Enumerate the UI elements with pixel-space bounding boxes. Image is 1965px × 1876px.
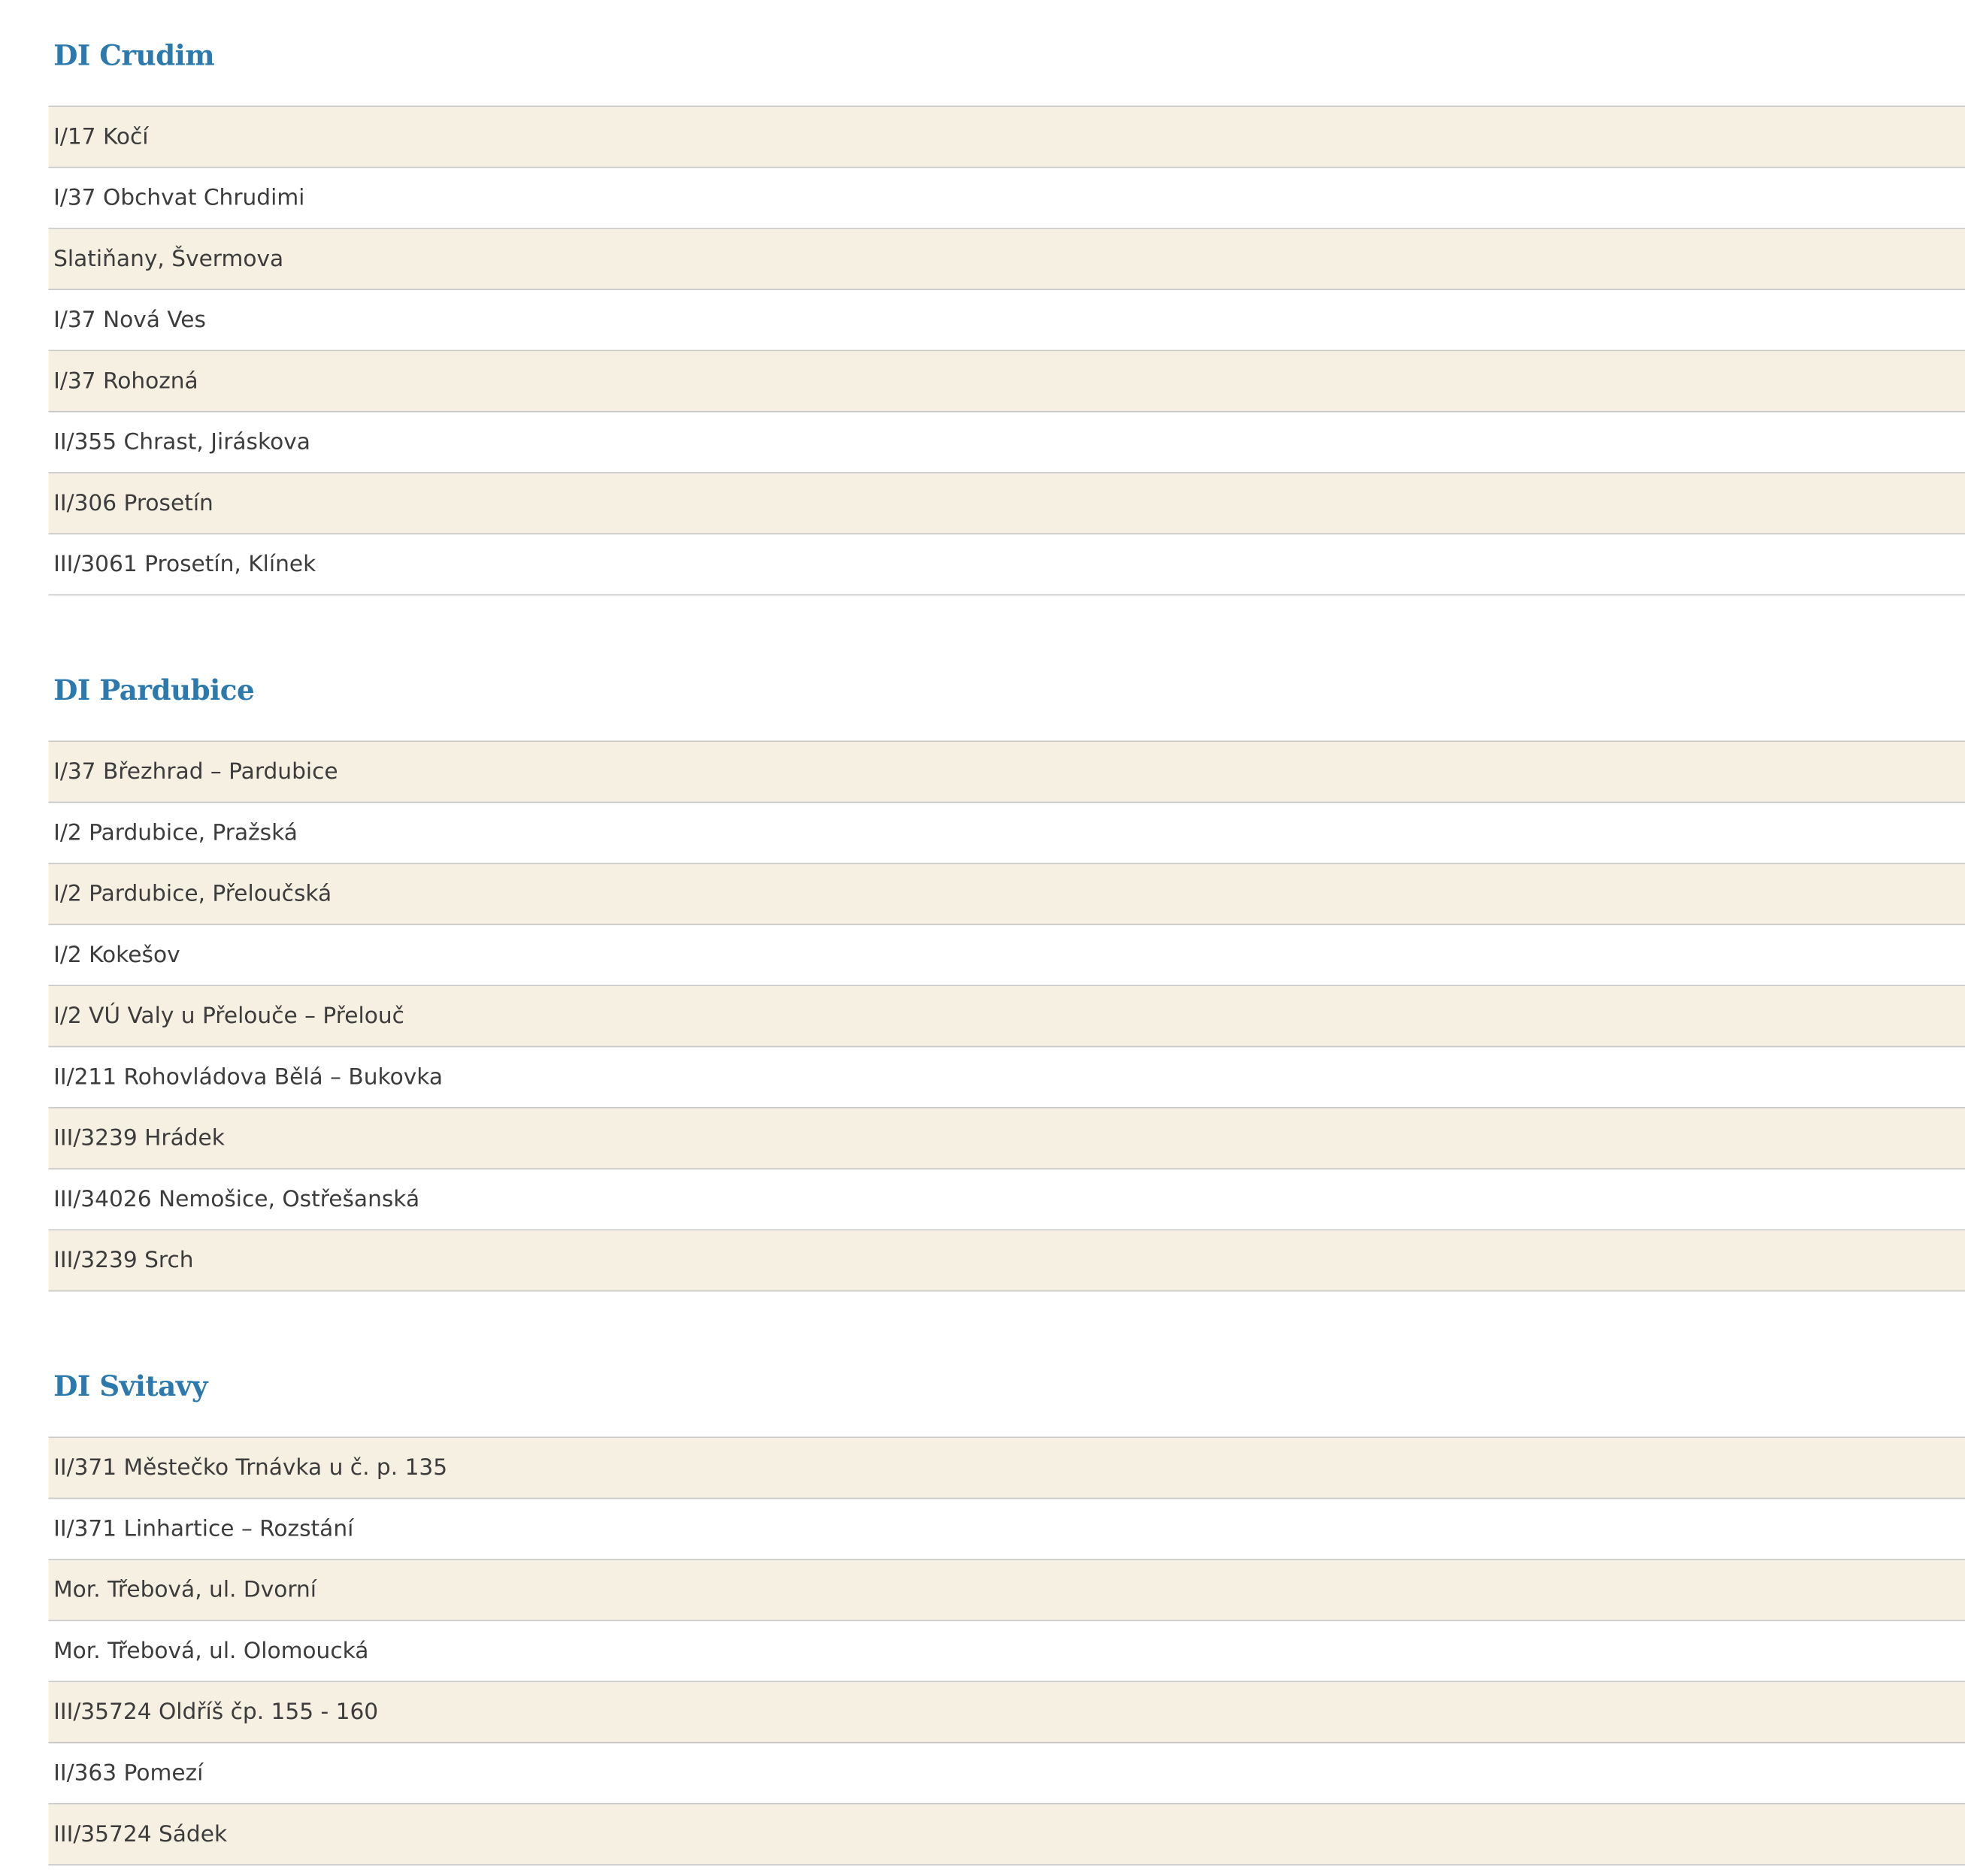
list-item bbox=[48, 168, 1965, 228]
list-item bbox=[48, 1499, 1965, 1560]
list-item bbox=[48, 474, 1965, 534]
list-item-label: I/37 Nová Ves bbox=[53, 307, 206, 333]
list-item bbox=[48, 742, 1965, 803]
section-title-svitavy: DI Svitavy bbox=[53, 1370, 208, 1404]
list-item-label: II/371 Linhartice – Rozstání bbox=[53, 1516, 354, 1542]
location-list-crudim bbox=[48, 106, 1965, 596]
list-item-label: III/34026 Nemošice, Ostřešanská bbox=[53, 1186, 420, 1212]
list-item bbox=[48, 986, 1965, 1047]
list-item-label: III/3061 Prosetín, Klínek bbox=[53, 551, 316, 577]
list-item-label: Mor. Třebová, ul. Olomoucká bbox=[53, 1638, 369, 1664]
list-item bbox=[48, 290, 1965, 351]
list-item-label: II/355 Chrast, Jiráskova bbox=[53, 429, 310, 455]
list-item bbox=[48, 534, 1965, 595]
list-item-label: II/211 Rohovládova Bělá – Bukovka bbox=[53, 1064, 444, 1091]
location-list-pardubice bbox=[48, 740, 1965, 1291]
section-title-pardubice: DI Pardubice bbox=[53, 674, 255, 708]
list-item-label: III/3239 Hrádek bbox=[53, 1125, 225, 1151]
list-item-label: Slatiňany, Švermova bbox=[53, 246, 284, 272]
list-item bbox=[48, 1621, 1965, 1682]
list-item-label: I/2 Kokešov bbox=[53, 942, 180, 968]
list-item-label: II/363 Pomezí bbox=[53, 1760, 204, 1787]
list-item-label: II/371 Městečko Trnávka u č. p. 135 bbox=[53, 1454, 448, 1481]
location-list-svitavy bbox=[48, 1436, 1965, 1865]
list-item bbox=[48, 1109, 1965, 1169]
list-item-label: I/2 VÚ Valy u Přelouče – Přelouč bbox=[53, 1003, 404, 1029]
list-item-label: I/37 Obchvat Chrudimi bbox=[53, 185, 305, 211]
list-item-label: Mor. Třebová, ul. Dvorní bbox=[53, 1577, 317, 1603]
list-item-label: I/37 Rohozná bbox=[53, 368, 198, 394]
list-item-label: III/35724 Oldříš čp. 155 - 160 bbox=[53, 1699, 379, 1725]
list-item-label: I/37 Březhrad – Pardubice bbox=[53, 758, 338, 785]
list-item-label: III/35724 Sádek bbox=[53, 1821, 228, 1847]
list-item bbox=[48, 229, 1965, 290]
list-item-label: I/2 Pardubice, Přeloučská bbox=[53, 881, 332, 907]
list-item bbox=[48, 864, 1965, 925]
list-item-label: III/3239 Srch bbox=[53, 1247, 194, 1273]
list-item bbox=[48, 1438, 1965, 1499]
list-item bbox=[48, 1743, 1965, 1804]
list-item bbox=[48, 1805, 1965, 1865]
list-item-label: I/2 Pardubice, Pražská bbox=[53, 820, 298, 846]
list-item bbox=[48, 107, 1965, 168]
list-item bbox=[48, 1230, 1965, 1291]
list-item bbox=[48, 1682, 1965, 1743]
list-item bbox=[48, 1169, 1965, 1230]
list-item bbox=[48, 413, 1965, 474]
list-item bbox=[48, 925, 1965, 986]
list-item-label: II/306 Prosetín bbox=[53, 490, 213, 516]
list-item bbox=[48, 1047, 1965, 1108]
list-item bbox=[48, 1560, 1965, 1621]
list-item-label: I/17 Kočí bbox=[53, 124, 149, 150]
list-item bbox=[48, 351, 1965, 412]
list-item bbox=[48, 803, 1965, 864]
section-title-crudim: DI Crudim bbox=[53, 39, 215, 73]
